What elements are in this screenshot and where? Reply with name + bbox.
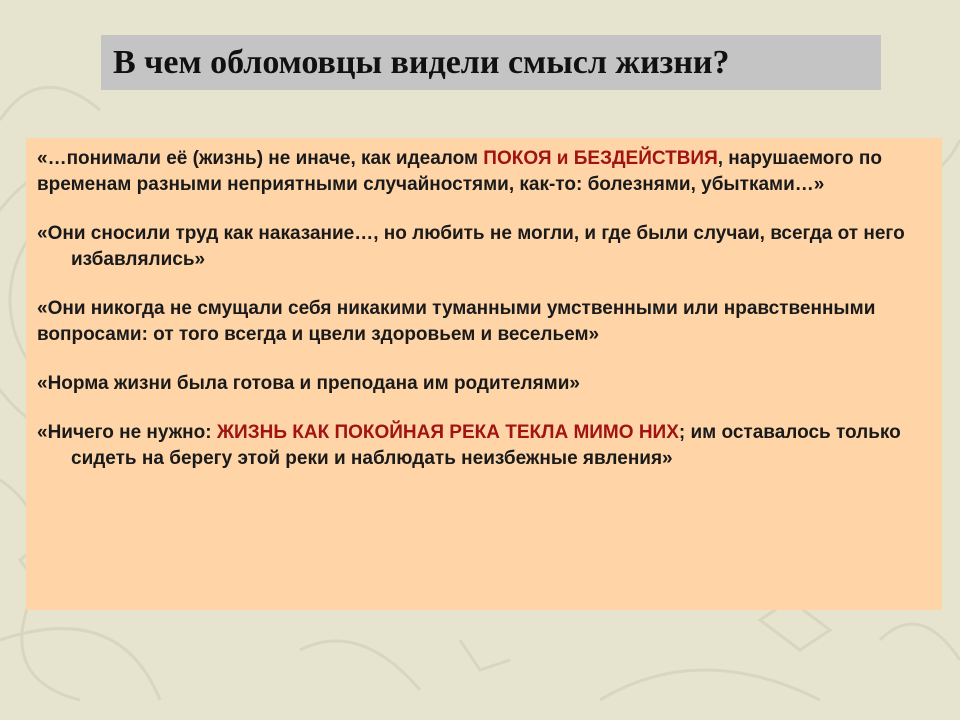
quote-1-highlight-inaction: БЕЗДЕЙСТВИЯ xyxy=(573,148,718,169)
quote-4: «Норма жизни была готова и преподана им родителями» xyxy=(37,373,580,394)
quotes-box xyxy=(26,138,942,610)
slide-title: В чем обломовцы видели смысл жизни? xyxy=(113,43,730,81)
quote-5-highlight: ЖИЗНЬ КАК ПОКОЙНАЯ РЕКА ТЕКЛА МИМО НИХ xyxy=(216,422,679,443)
quote-1-text-end: , нарушаемого по временам разными неприятными случайностями, как-то: болезнями, убытками…» xyxy=(37,148,883,195)
title-box xyxy=(101,35,881,90)
quote-1-text-start: «…понимали её (жизнь) не иначе, как идеалом xyxy=(37,148,484,169)
quote-2: «Они сносили труд как наказание…, но любить не могли, и где были случаи, всегда от него избавлялись» xyxy=(37,223,905,270)
quote-1 xyxy=(37,146,932,198)
quote-5 xyxy=(37,420,932,472)
quote-1-highlight-and: и xyxy=(551,148,574,169)
quote-1-highlight-rest: ПОКОЯ xyxy=(483,148,552,169)
quote-5-text-start: «Ничего не нужно: xyxy=(37,422,217,443)
quote-3: «Они никогда не смущали себя никакими туманными умственными или нравственными вопросами: от того всегда и цвели здоровьем и весельем» xyxy=(37,298,876,345)
quote-5-text-end: ; им оставалось только сидеть на берегу этой реки и наблюдать неизбежные явления» xyxy=(71,422,901,469)
